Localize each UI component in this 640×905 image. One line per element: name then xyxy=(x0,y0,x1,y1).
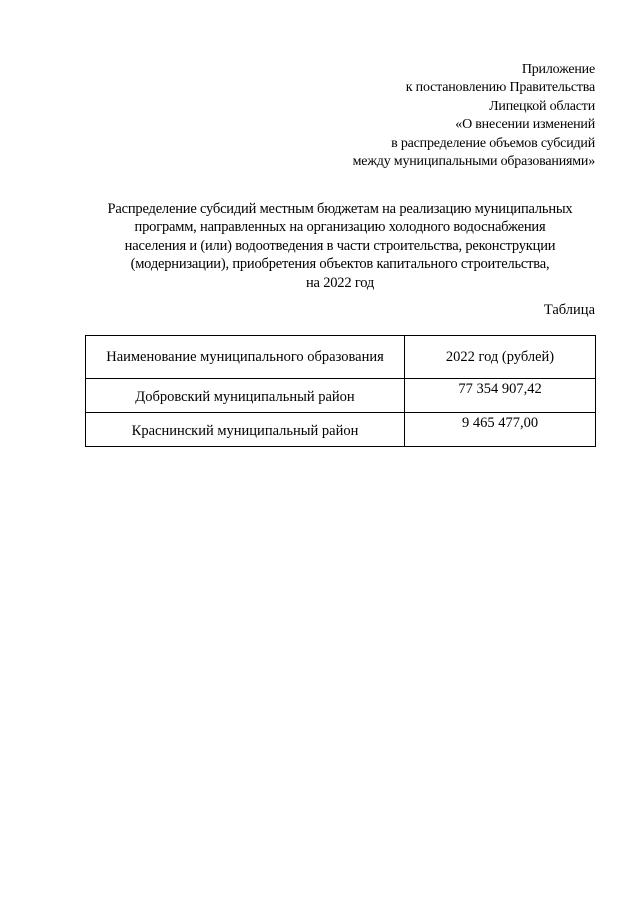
appendix-line: Липецкой области xyxy=(489,98,595,114)
table-row xyxy=(86,379,596,413)
table-header-row xyxy=(86,336,596,379)
appendix-line: между муниципальными образованиями» xyxy=(352,154,595,170)
table-row xyxy=(86,413,596,447)
title-line: населения и (или) водоотведения в части строительства, реконструкции xyxy=(124,237,556,254)
cell-municipality: Краснинский муниципальный район xyxy=(86,413,405,447)
appendix-line: к постановлению Правительства xyxy=(405,80,595,96)
appendix-block xyxy=(353,61,595,171)
document-title xyxy=(80,200,600,292)
title-line: (модернизации), приобретения объектов капитального строительства, xyxy=(130,256,550,273)
subsidy-table xyxy=(85,335,596,447)
cell-municipality: Добровский муниципальный район xyxy=(86,379,405,413)
title-line: на 2022 год xyxy=(305,274,375,291)
table-label: Таблица xyxy=(543,302,595,318)
header-municipality: Наименование муниципального образования xyxy=(86,336,405,379)
appendix-line: в распределение объемов субсидий xyxy=(391,135,595,151)
appendix-line: «О внесении изменений xyxy=(455,117,595,133)
title-line: программ, направленных на организацию холодного водоснабжения xyxy=(134,219,546,236)
cell-amount: 9 465 477,00 xyxy=(405,413,596,447)
appendix-line: Приложение xyxy=(521,62,595,77)
cell-amount: 77 354 907,42 xyxy=(405,379,596,413)
title-line: Распределение субсидий местным бюджетам на реализацию муниципальных xyxy=(107,201,573,217)
header-amount-2022: 2022 год (рублей) xyxy=(405,336,596,379)
